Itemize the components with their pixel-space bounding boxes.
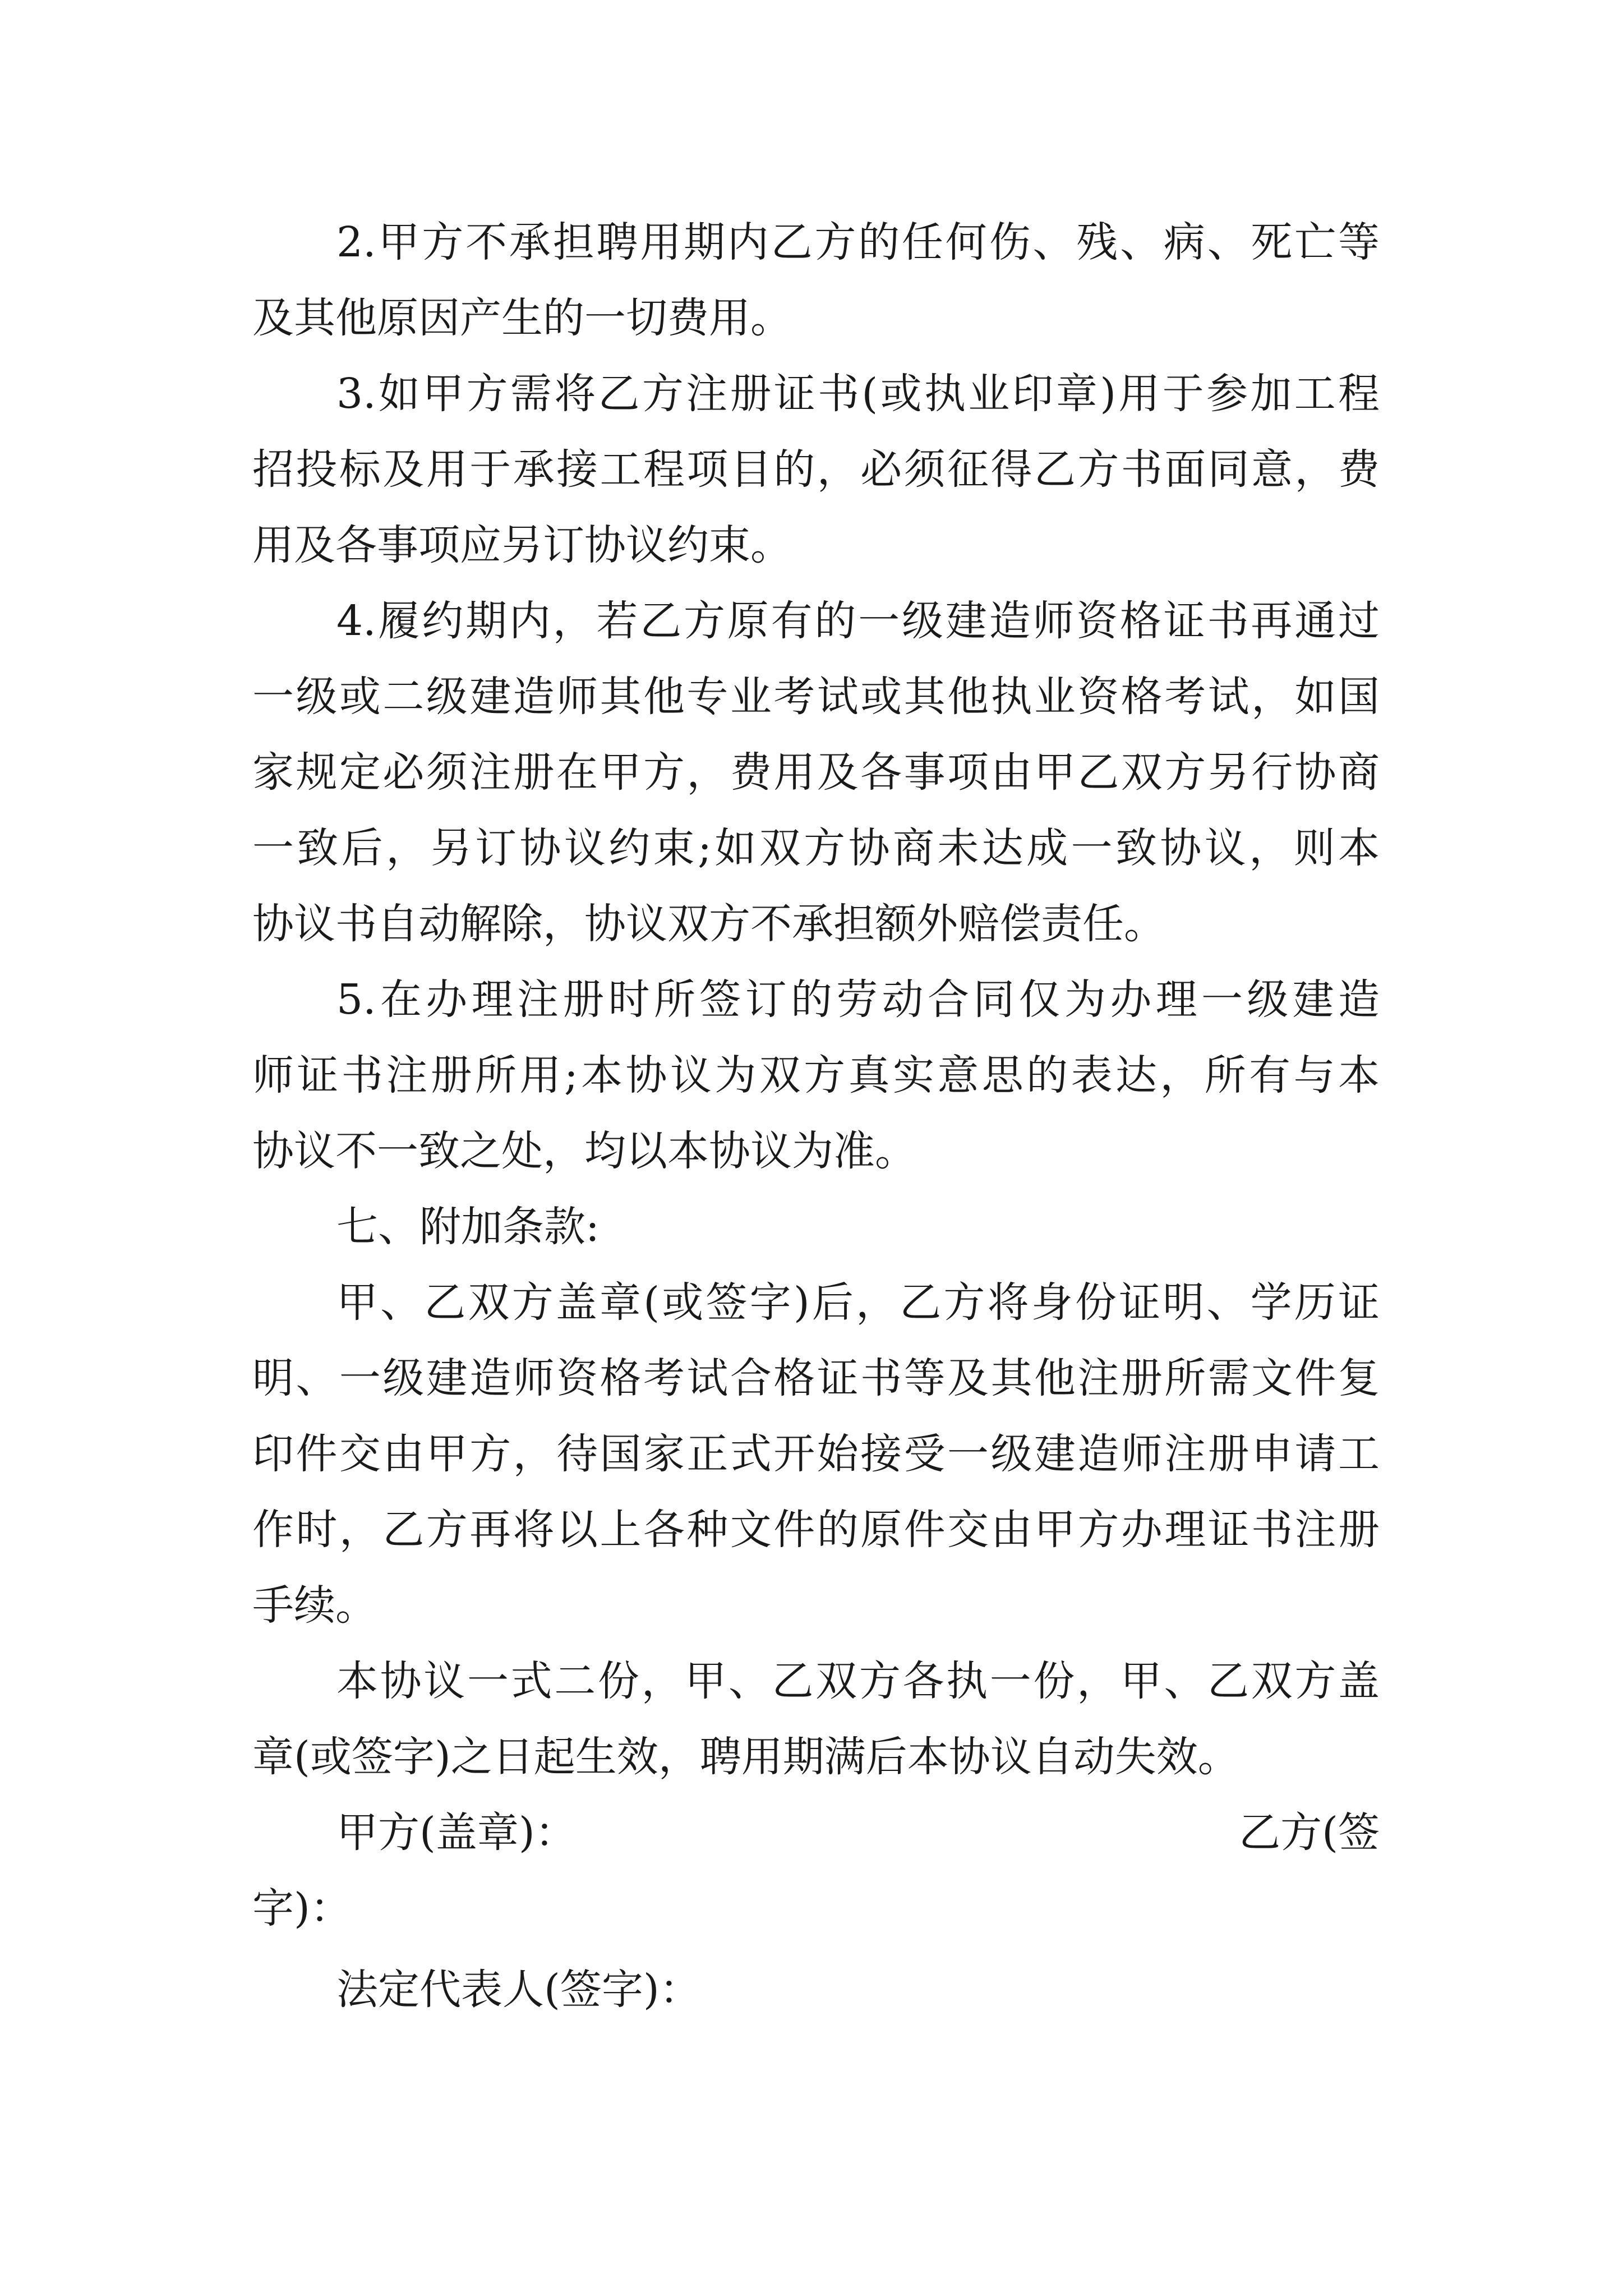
clause-3 bbox=[252, 356, 1380, 583]
document-page bbox=[252, 205, 1380, 2028]
text-line: 家规定必须注册在甲方，费用及各事项由甲乙双方另行协商 bbox=[252, 748, 1380, 797]
text-line: 章(或签字)之日起生效，聘用期满后本协议自动失效。 bbox=[252, 1733, 1239, 1781]
section-heading: 七、附加条款: bbox=[336, 1203, 600, 1251]
party-b-signature-label-cont: 字)： bbox=[252, 1884, 352, 1932]
additional-terms bbox=[252, 1265, 1380, 1644]
text-line: 师证书注册所用;本协议为双方真实意思的表达，所有与本 bbox=[252, 1051, 1380, 1099]
clause-4 bbox=[252, 583, 1380, 962]
clause-5 bbox=[252, 962, 1380, 1189]
text-line: 4.履约期内，若乙方原有的一级建造师资格证书再通过 bbox=[336, 597, 1380, 645]
text-line: 3.如甲方需将乙方注册证书(或执业印章)用于参加工程 bbox=[336, 370, 1380, 418]
validity-clause bbox=[252, 1644, 1380, 1795]
party-b-signature-label: 乙方(签 bbox=[1239, 1809, 1380, 1857]
text-line: 招投标及用于承接工程项目的，必须征得乙方书面同意，费 bbox=[252, 445, 1380, 494]
text-line: 用及各事项应另订协议约束。 bbox=[252, 521, 792, 569]
text-line: 明、一级建造师资格考试合格证书等及其他注册所需文件复 bbox=[252, 1354, 1380, 1402]
party-a-signature-label: 甲方(盖章)： bbox=[336, 1809, 577, 1857]
text-line: 作时，乙方再将以上各种文件的原件交由甲方办理证书注册 bbox=[252, 1506, 1380, 1554]
text-line: 及其他原因产生的一切费用。 bbox=[252, 294, 792, 342]
legal-representative-label: 法定代表人(签字)： bbox=[336, 1966, 701, 2014]
text-line: 协议书自动解除，协议双方不承担额外赔偿责任。 bbox=[252, 900, 1165, 948]
text-line: 一级或二级建造师其他专业考试或其他执业资格考试，如国 bbox=[252, 673, 1380, 721]
text-line: 一致后，另订协议约束;如双方协商未达成一致协议，则本 bbox=[252, 824, 1380, 872]
signature-row bbox=[252, 1795, 1380, 1871]
text-line: 2.甲方不承担聘用期内乙方的任何伤、残、病、死亡等 bbox=[336, 218, 1380, 266]
text-line: 手续。 bbox=[252, 1581, 377, 1630]
text-line: 印件交由甲方，待国家正式开始接受一级建造师注册申请工 bbox=[252, 1430, 1380, 1478]
text-line: 协议不一致之处，均以本协议为准。 bbox=[252, 1127, 916, 1175]
text-line: 5.在办理注册时所签订的劳动合同仅为办理一级建造 bbox=[336, 976, 1380, 1024]
text-line: 本协议一式二份，甲、乙双方各执一份，甲、乙双方盖 bbox=[336, 1657, 1380, 1705]
text-line: 甲、乙双方盖章(或签字)后，乙方将身份证明、学历证 bbox=[336, 1278, 1380, 1327]
clause-2 bbox=[252, 205, 1380, 356]
